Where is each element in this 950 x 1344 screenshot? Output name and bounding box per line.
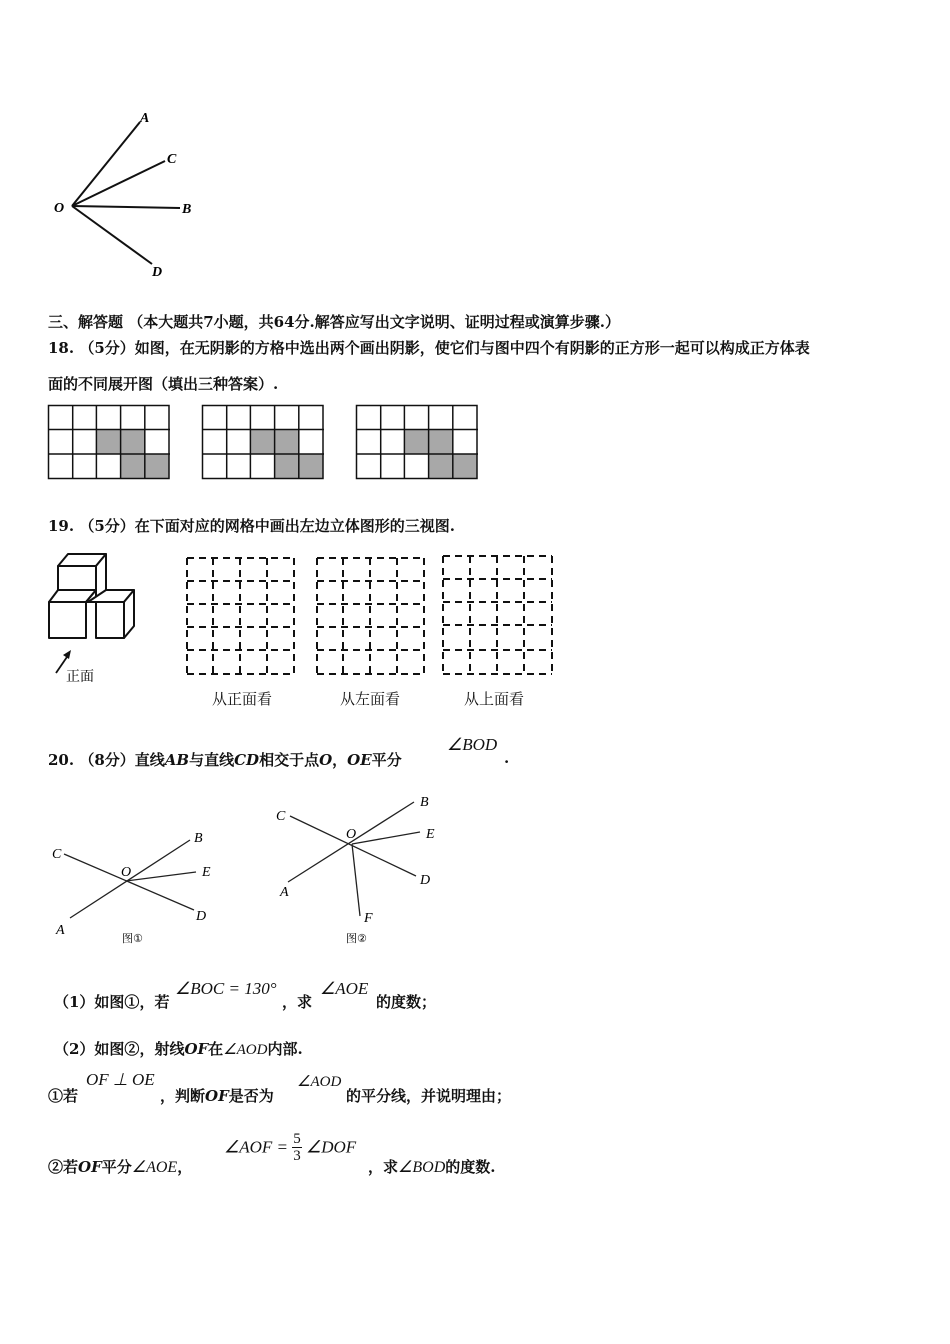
part2-of: OF <box>184 1040 209 1058</box>
q20-part2 <box>54 1038 303 1059</box>
ray-oc <box>72 161 165 206</box>
fig2-label-d: D <box>420 873 431 888</box>
angle-rays-figure <box>40 100 220 290</box>
shaded-cell <box>121 430 145 455</box>
fig2-label-b: B <box>420 795 429 810</box>
part2-2-text <box>48 1156 192 1177</box>
q18-grid-2 <box>202 405 324 479</box>
shaded-cell <box>275 430 299 455</box>
q20-mid3: 平分 <box>371 751 402 769</box>
shaded-cell <box>96 430 120 455</box>
shaded-cell <box>429 430 453 455</box>
ray-of <box>352 844 360 916</box>
q18-grid-3 <box>356 405 478 479</box>
label-d: D <box>152 265 163 280</box>
ray-ob <box>72 206 180 208</box>
part2-1-angle: ∠AOD <box>297 1074 342 1090</box>
fraction-numerator: 5 <box>293 1131 301 1147</box>
part2-2-rhs: ∠DOF <box>306 1137 357 1157</box>
ray-oe <box>352 832 420 844</box>
shaded-cell <box>299 454 323 479</box>
part2-2-tail <box>368 1156 495 1177</box>
fig1-label-a: A <box>56 923 65 938</box>
q20-part1 <box>54 991 169 1012</box>
q20-angle-bod: ∠BOD <box>447 735 498 754</box>
part2-prefix: （2）如图②，射线 <box>54 1040 185 1058</box>
part1-condition: ∠BOC = 130° <box>175 979 277 998</box>
q20-mid2: 相交于点 <box>259 751 320 769</box>
part2-angle: ∠AOD <box>223 1042 268 1058</box>
part2-2-mid2: ，求 <box>368 1158 399 1176</box>
caption-left-view: 从左面看 <box>340 690 401 708</box>
caption-top-view: 从上面看 <box>464 690 525 708</box>
fig1-label-o: O <box>121 865 132 880</box>
q18-text-line1: 18. （5分）如图，在无阴影的方格中选出两个画出阴影，使它们与图中四个有阴影的正方形一起可以构成正方体表 <box>48 339 810 357</box>
fraction-denominator: 3 <box>293 1148 301 1164</box>
view-grid-left <box>316 557 426 677</box>
part2-2-prefix: ②若 <box>48 1158 79 1176</box>
q20-prefix: 20. （8分）直线 <box>48 751 165 769</box>
part2-2-equation <box>224 1131 356 1164</box>
part1-target: ∠AOE <box>320 979 369 998</box>
q18-grid-1 <box>48 405 170 479</box>
part2-1-of: OF <box>205 1087 229 1105</box>
shaded-cell <box>404 430 428 455</box>
part2-1-mid1: ，判断 <box>160 1087 206 1105</box>
line-cd <box>64 854 194 910</box>
ray-od <box>72 206 152 264</box>
part2-2-mid1: 平分 <box>101 1158 132 1176</box>
caption-front-view: 从正面看 <box>212 690 273 708</box>
part2-2-angle1: ∠AOE <box>131 1159 178 1176</box>
part2-end: 内部. <box>267 1040 303 1058</box>
fig1-caption: 图① <box>122 932 143 945</box>
view-grid-front <box>186 557 296 677</box>
fraction <box>292 1131 302 1164</box>
part2-2-lhs: ∠AOF = <box>224 1137 289 1157</box>
q20-cd: CD <box>234 751 260 769</box>
q20-o: O <box>319 751 333 769</box>
fig2-caption: 图② <box>346 932 367 945</box>
cube-solid-figure <box>44 548 144 688</box>
part2-1-prefix: ①若 <box>48 1087 79 1105</box>
figure-1 <box>44 826 234 950</box>
label-a: A <box>140 111 150 126</box>
figure-2 <box>268 790 458 950</box>
ray-oe <box>126 872 196 881</box>
shaded-cell <box>275 454 299 479</box>
shaded-cell <box>250 430 274 455</box>
shaded-cell <box>429 454 453 479</box>
fig1-label-e: E <box>202 865 211 880</box>
part2-mid: 在 <box>208 1040 224 1058</box>
fig2-label-a: A <box>280 885 289 900</box>
section-heading: 三、解答题 （本大题共7小题，共64分.解答应写出文字说明、证明过程或演算步骤.） <box>48 313 620 331</box>
fig2-label-e: E <box>426 827 435 842</box>
label-c: C <box>167 152 177 167</box>
label-b: B <box>182 202 192 217</box>
shaded-cell <box>145 454 169 479</box>
part2-1-condition: OF ⊥ OE <box>86 1070 155 1089</box>
fig1-label-d: D <box>196 909 207 924</box>
part2-1-mid2: 是否为 <box>228 1087 274 1105</box>
fig2-label-c: C <box>276 809 286 824</box>
part1-prefix: （1）如图①，若 <box>54 993 170 1011</box>
part1-end: 的度数； <box>376 993 437 1011</box>
q18-text-line2: 面的不同展开图（填出三种答案）. <box>48 375 279 393</box>
part2-1-end: 的平分线，并说明理由； <box>346 1087 512 1105</box>
line-cd <box>290 816 416 876</box>
q20-oe: OE <box>347 751 372 769</box>
part2-1-text <box>160 1085 274 1106</box>
fig1-label-b: B <box>194 831 203 846</box>
label-o: O <box>54 201 65 216</box>
fig2-label-f: F <box>364 911 373 926</box>
fig1-label-c: C <box>52 847 62 862</box>
q20-mid1: 与直线 <box>189 751 235 769</box>
q20-ab: AB <box>164 751 190 769</box>
shaded-cell <box>453 454 477 479</box>
q19-text: 19. （5分）在下面对应的网格中画出左边立体图形的三视图. <box>48 517 455 535</box>
q20-text <box>48 749 402 770</box>
shaded-cell <box>121 454 145 479</box>
part1-mid: ，求 <box>282 993 313 1011</box>
q20-end: . <box>504 749 510 767</box>
part2-2-target: ∠BOD <box>398 1159 446 1176</box>
part2-2-of: OF <box>78 1158 102 1176</box>
front-label: 正面 <box>66 669 94 685</box>
view-grid-top <box>442 555 554 677</box>
q20-comma: ， <box>332 751 348 769</box>
line-ab <box>288 802 414 882</box>
fig2-label-o: O <box>346 827 357 842</box>
ray-oa <box>72 122 140 206</box>
part2-2-sep: ， <box>177 1158 193 1176</box>
part2-2-end: 的度数. <box>445 1158 496 1176</box>
